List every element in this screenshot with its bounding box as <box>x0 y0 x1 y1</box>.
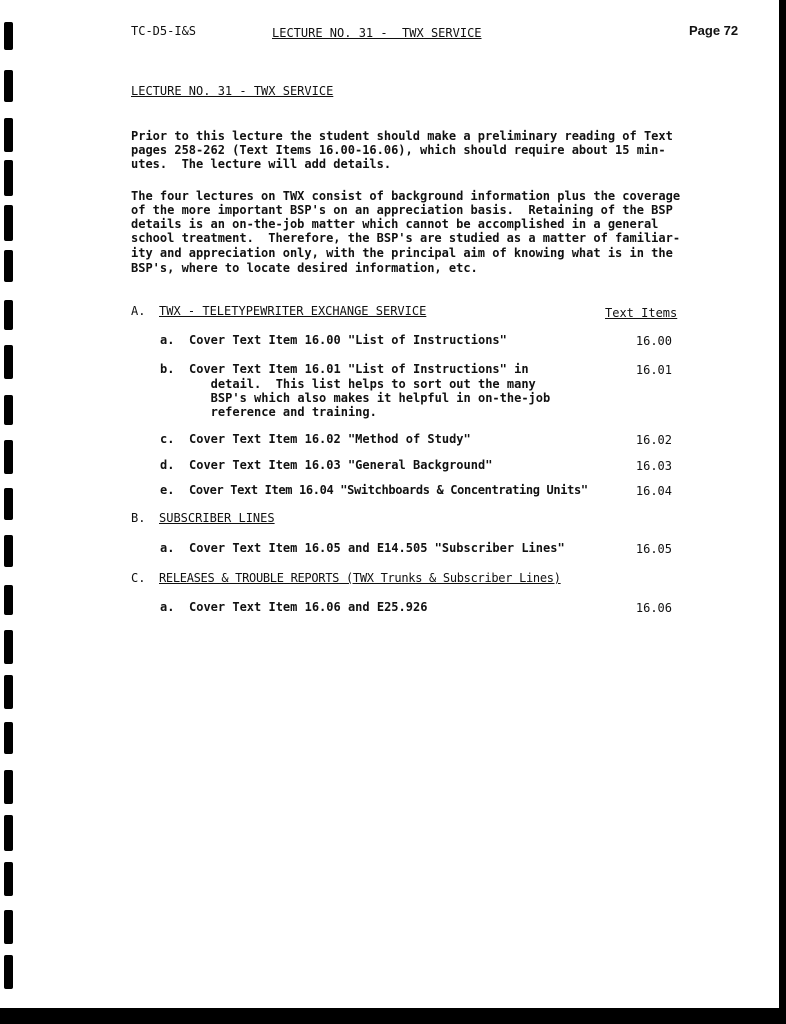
item-ref: 16.05 <box>635 542 672 556</box>
paragraph-line: of the more important BSP's on an appreciation basis. Retaining of the BSP <box>131 203 673 217</box>
item-text: detail. This list helps to sort out the many <box>189 377 536 391</box>
punch-hole <box>4 300 13 330</box>
punch-hole <box>4 118 13 152</box>
item-letter: b. <box>160 362 175 376</box>
punch-holes <box>4 0 14 1008</box>
header-left: TC-D5-I&S <box>131 24 197 38</box>
item-ref: 16.04 <box>635 484 672 498</box>
section-b-title: SUBSCRIBER LINES <box>159 511 275 525</box>
section-title: LECTURE NO. 31 - TWX SERVICE <box>131 84 334 98</box>
section-a-letter: A. <box>131 304 146 318</box>
punch-hole <box>4 630 13 664</box>
item-letter: d. <box>160 458 175 472</box>
punch-hole <box>4 722 13 754</box>
item-letter: a. <box>160 333 175 347</box>
punch-hole <box>4 815 13 851</box>
item-text: Cover Text Item 16.02 "Method of Study" <box>189 432 471 446</box>
page-number: Page 72 <box>689 23 739 38</box>
item-text: Cover Text Item 16.04 "Switchboards & Concentrating Units" <box>189 483 588 497</box>
section-c-letter: C. <box>131 571 146 585</box>
punch-hole <box>4 488 13 520</box>
item-letter: a. <box>160 541 175 555</box>
punch-hole <box>4 862 13 896</box>
header-title: LECTURE NO. 31 - TWX SERVICE <box>272 26 482 40</box>
item-text: Cover Text Item 16.01 "List of Instructions" in <box>189 362 529 376</box>
paragraph-line: The four lectures on TWX consist of background information plus the coverage <box>131 189 681 203</box>
paragraph-line: details is an on-the-job matter which cannot be accomplished in a general <box>131 217 659 231</box>
item-ref: 16.02 <box>635 433 672 447</box>
punch-hole <box>4 675 13 709</box>
item-text: BSP's which also makes it helpful in on-the-job <box>189 391 551 405</box>
punch-hole <box>4 345 13 379</box>
paragraph-line: utes. The lecture will add details. <box>131 157 392 171</box>
item-text: Cover Text Item 16.05 and E14.505 "Subscriber Lines" <box>189 541 565 555</box>
item-ref: 16.03 <box>635 459 672 473</box>
punch-hole <box>4 910 13 944</box>
item-text: Cover Text Item 16.06 and E25.926 <box>189 600 428 614</box>
punch-hole <box>4 250 13 282</box>
item-letter: a. <box>160 600 175 614</box>
item-ref: 16.01 <box>635 363 672 377</box>
item-ref: 16.06 <box>635 601 672 615</box>
paragraph-line: BSP's, where to locate desired information, etc. <box>131 261 478 275</box>
punch-hole <box>4 535 13 567</box>
punch-hole <box>4 955 13 989</box>
paragraph-line: Prior to this lecture the student should make a preliminary reading of Text <box>131 129 673 143</box>
punch-hole <box>4 205 13 241</box>
paragraph-line: school treatment. Therefore, the BSP's are studied as a matter of familiar- <box>131 231 681 245</box>
item-text: reference and training. <box>189 405 377 419</box>
item-ref: 16.00 <box>635 334 672 348</box>
punch-hole <box>4 770 13 804</box>
punch-hole <box>4 70 13 102</box>
section-b-letter: B. <box>131 511 146 525</box>
punch-hole <box>4 22 13 50</box>
section-a-title: TWX - TELETYPEWRITER EXCHANGE SERVICE <box>159 304 427 318</box>
section-c-title: RELEASES & TROUBLE REPORTS (TWX Trunks & Subscriber Lines) <box>159 571 561 585</box>
text-items-heading: Text Items <box>605 306 678 320</box>
item-letter: c. <box>160 432 175 446</box>
paragraph-line: ity and appreciation only, with the principal aim of knowing what is in the <box>131 246 673 260</box>
item-letter: e. <box>160 483 175 497</box>
punch-hole <box>4 440 13 474</box>
punch-hole <box>4 395 13 425</box>
paragraph-line: pages 258-262 (Text Items 16.00-16.06), which should require about 15 min- <box>131 143 666 157</box>
punch-hole <box>4 585 13 615</box>
item-text: Cover Text Item 16.00 "List of Instructions" <box>189 333 507 347</box>
item-text: Cover Text Item 16.03 "General Background" <box>189 458 493 472</box>
punch-hole <box>4 160 13 196</box>
